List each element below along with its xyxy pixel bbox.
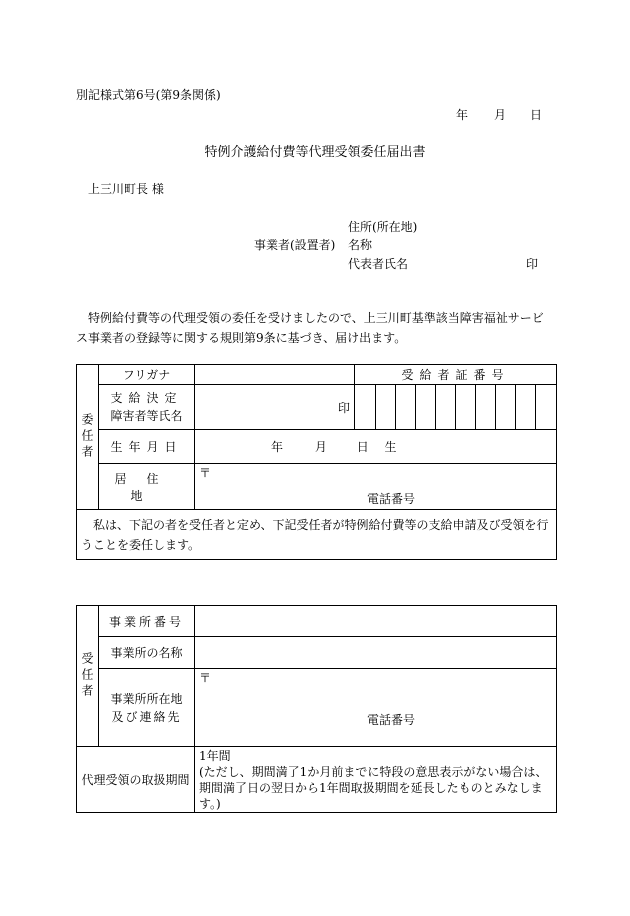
date-month-label: 月 xyxy=(494,108,507,122)
addressee: 上三川町長 様 xyxy=(88,182,164,196)
intro-paragraph: 特例給付費等の代理受領の委任を受けましたので、上三川町基準該当障害福祉サービス事業者の登録等に関する規則第9条に基づき、届け出ます。 xyxy=(76,311,544,345)
birth-date-label: 生年月日 xyxy=(99,430,195,464)
recipient-name-label xyxy=(99,385,195,430)
residence-phone-label: 電話番号 xyxy=(367,492,416,506)
office-address-field[interactable] xyxy=(195,669,557,747)
delegator-side-label: 委任者 xyxy=(77,365,99,510)
delegation-statement: 私は、下記の者を受任者と定め、下記受任者が特例給付費等の支給申請及び受領を行うことを委任します。 xyxy=(77,510,557,560)
cert-digit-box[interactable] xyxy=(516,385,536,429)
office-address-label-line1: 事業所所在地 xyxy=(110,691,183,706)
office-name-label: 事業所の名称 xyxy=(99,637,195,669)
business-rep-label: 代表者氏名 xyxy=(348,257,409,271)
office-postal-mark: 〒 xyxy=(199,671,212,685)
cert-digit-box[interactable] xyxy=(496,385,516,429)
birth-suffix: 生 xyxy=(384,440,397,454)
furigana-field[interactable] xyxy=(195,365,355,385)
cert-digit-box[interactable] xyxy=(455,385,475,429)
birth-month-label: 月 xyxy=(314,440,327,454)
document-title: 特例介護給付費等代理受領委任届出書 xyxy=(204,145,426,160)
cert-digit-box[interactable] xyxy=(435,385,455,429)
office-name-field[interactable] xyxy=(195,637,557,669)
cert-number-label: 受給者証番号 xyxy=(355,365,557,385)
date-year-label: 年 xyxy=(456,108,469,122)
recipient-name-field[interactable] xyxy=(195,385,355,430)
birth-day-label: 日 xyxy=(356,440,369,454)
cert-digit-box[interactable] xyxy=(476,385,496,429)
date-day-label: 日 xyxy=(530,108,543,122)
recipient-name-label-line2: 障害者等氏名 xyxy=(110,409,183,423)
period-note: (ただし、期間満了1か月前までに特段の意思表示がない場合は、期間満了日の翌日から1年間取扱期間を延長したものとみなします。) xyxy=(199,765,548,811)
furigana-label: フリガナ xyxy=(99,365,195,385)
cert-digit-box[interactable] xyxy=(415,385,435,429)
office-number-label: 事業所番号 xyxy=(99,606,195,637)
residence-field[interactable] xyxy=(195,464,557,510)
period-label: 代理受領の取扱期間 xyxy=(77,747,195,813)
cert-number-boxes xyxy=(355,385,557,430)
cert-digit-box[interactable] xyxy=(375,385,395,429)
birth-year-label: 年 xyxy=(271,440,284,454)
period-field xyxy=(195,747,557,813)
cert-digit-box[interactable] xyxy=(536,385,556,429)
office-phone-label: 電話番号 xyxy=(367,713,416,727)
delegator-table xyxy=(76,364,557,560)
business-group-label: 事業者(設置者) xyxy=(254,238,336,252)
period-value: 1年間 xyxy=(199,749,231,763)
office-number-field[interactable] xyxy=(195,606,557,637)
business-address-label: 住所(所在地) xyxy=(348,220,418,234)
cert-number-grid xyxy=(355,385,556,429)
delegate-table xyxy=(76,605,557,813)
residence-label: 居住地 xyxy=(99,464,195,510)
office-address-label xyxy=(99,669,195,747)
recipient-name-label-line1: 支給決定 xyxy=(110,391,183,405)
cert-digit-box[interactable] xyxy=(395,385,415,429)
residence-postal-mark: 〒 xyxy=(199,466,212,480)
delegate-side-label: 受任者 xyxy=(77,606,99,747)
office-address-label-line2: 及び連絡先 xyxy=(111,709,182,724)
business-name-label: 名称 xyxy=(348,238,373,252)
form-reference: 別記様式第6号(第9条関係) xyxy=(76,88,221,102)
cert-digit-box[interactable] xyxy=(355,385,375,429)
recipient-seal-mark: 印 xyxy=(337,400,350,415)
business-seal-mark: 印 xyxy=(526,257,539,271)
birth-date-field[interactable] xyxy=(195,430,557,464)
